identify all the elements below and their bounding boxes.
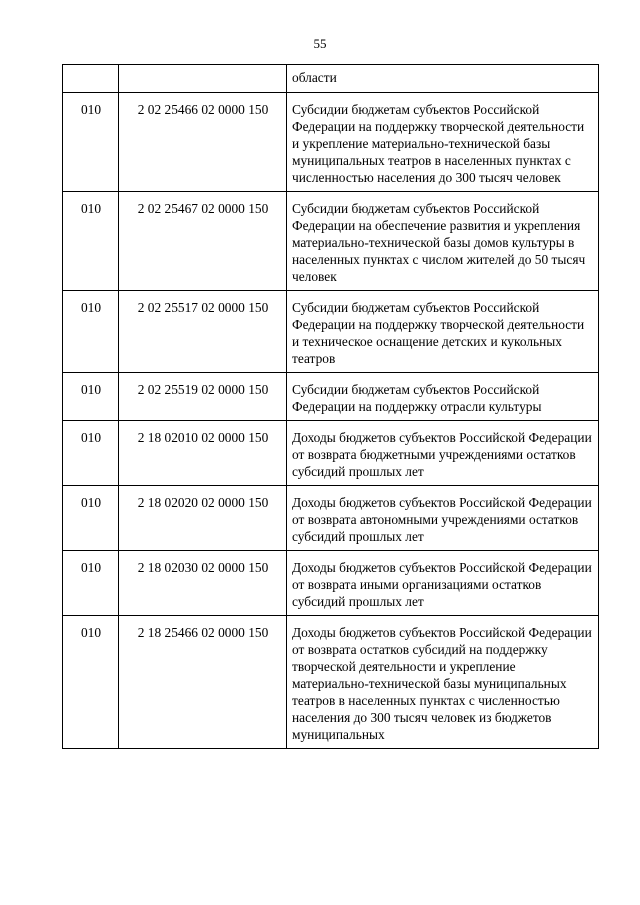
budget-code-cell: 2 18 02020 02 0000 150 <box>119 486 287 551</box>
table-row <box>63 373 599 421</box>
admin-code-cell: 010 <box>63 192 119 291</box>
budget-code-cell: 2 02 25519 02 0000 150 <box>119 373 287 421</box>
budget-code-cell: 2 02 25466 02 0000 150 <box>119 93 287 192</box>
revenue-name-cell: Доходы бюджетов субъектов Российской Федерации от возврата бюджетными учреждениями остатков субсидий прошлых лет <box>287 421 599 486</box>
admin-code-cell <box>63 65 119 93</box>
revenue-name-cell: Доходы бюджетов субъектов Российской Федерации от возврата автономными учреждениями остатков субсидий прошлых лет <box>287 486 599 551</box>
revenue-codes-table <box>62 64 599 749</box>
revenue-name-cell: области <box>287 65 599 93</box>
admin-code-cell: 010 <box>63 373 119 421</box>
revenue-name-cell: Субсидии бюджетам субъектов Российской Федерации на обеспечение развития и укрепления материально-технической базы домов культуры в населенных пунктах с числом жителей до 50 тысяч человек <box>287 192 599 291</box>
admin-code-cell: 010 <box>63 93 119 192</box>
page-number: 55 <box>313 36 327 51</box>
admin-code-cell: 010 <box>63 616 119 749</box>
budget-code-cell <box>119 65 287 93</box>
table-row <box>63 93 599 192</box>
revenue-name-cell: Субсидии бюджетам субъектов Российской Федерации на поддержку творческой деятельности и укрепление материально-технической базы муниципальных театров в населенных пунктах с численностью населения до 300 тысяч человек <box>287 93 599 192</box>
admin-code-cell: 010 <box>63 551 119 616</box>
budget-code-cell: 2 18 02030 02 0000 150 <box>119 551 287 616</box>
budget-code-cell: 2 18 02010 02 0000 150 <box>119 421 287 486</box>
revenue-name-cell: Доходы бюджетов субъектов Российской Федерации от возврата остатков субсидий на поддержку творческой деятельности и укрепление материально-технической базы муниципальных театров в населенных пунктах с численностью населения до 300 тысяч человек из бюджетов муниципальных <box>287 616 599 749</box>
table-row <box>63 486 599 551</box>
admin-code-cell: 010 <box>63 291 119 373</box>
admin-code-cell: 010 <box>63 421 119 486</box>
table-row <box>63 616 599 749</box>
table-row <box>63 421 599 486</box>
table-row <box>63 291 599 373</box>
revenue-name-cell: Доходы бюджетов субъектов Российской Федерации от возврата иными организациями остатков субсидий прошлых лет <box>287 551 599 616</box>
budget-code-cell: 2 02 25467 02 0000 150 <box>119 192 287 291</box>
table-row <box>63 192 599 291</box>
revenue-name-cell: Субсидии бюджетам субъектов Российской Федерации на поддержку отрасли культуры <box>287 373 599 421</box>
admin-code-cell: 010 <box>63 486 119 551</box>
revenue-name-cell: Субсидии бюджетам субъектов Российской Федерации на поддержку творческой деятельности и техническое оснащение детских и кукольных театров <box>287 291 599 373</box>
table-row <box>63 551 599 616</box>
budget-code-cell: 2 02 25517 02 0000 150 <box>119 291 287 373</box>
budget-code-cell: 2 18 25466 02 0000 150 <box>119 616 287 749</box>
table-row <box>63 65 599 93</box>
